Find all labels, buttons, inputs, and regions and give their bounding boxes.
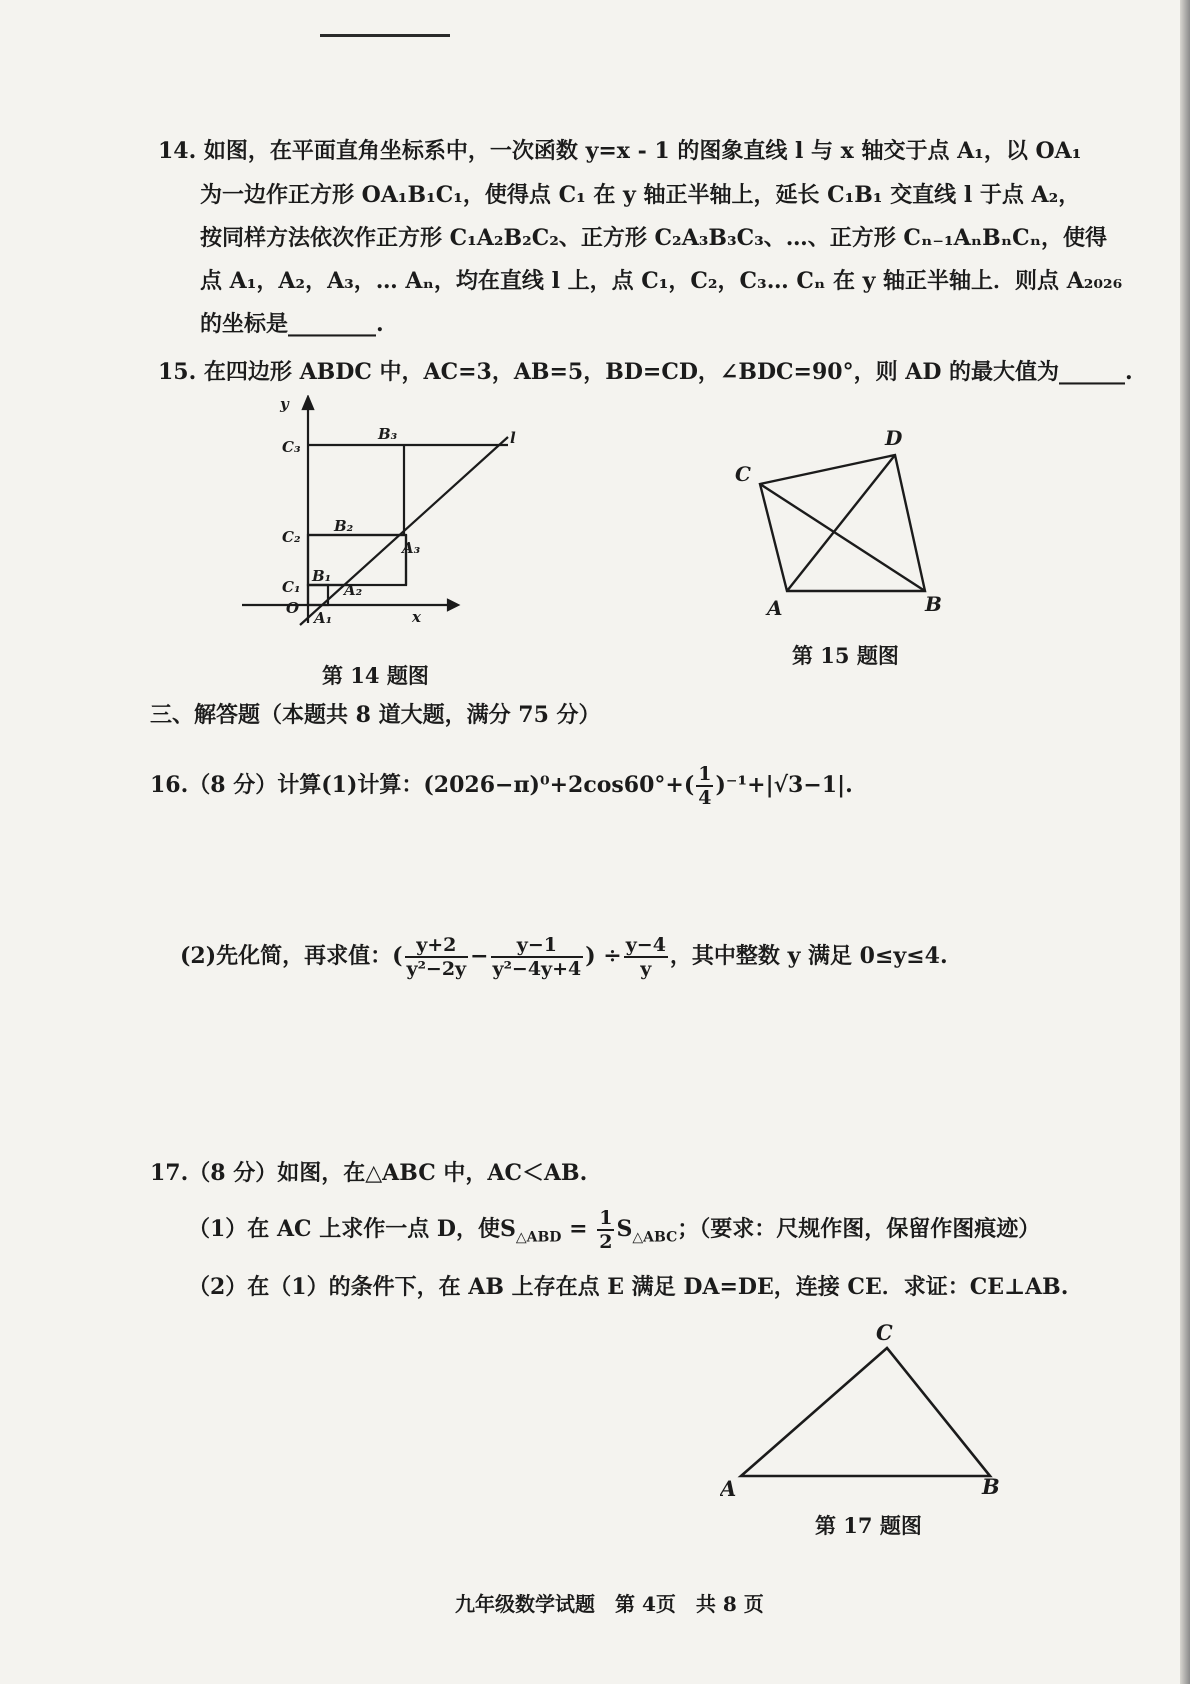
- label-A3: A₃: [402, 539, 421, 557]
- q16-part2-frac1-num: y+2: [405, 934, 469, 958]
- q16-part1-prefix: 16.（8 分）计算(1)计算：(2026−π)⁰+2cos60°+(: [150, 772, 695, 798]
- y-axis-arrow: [303, 397, 313, 409]
- q14-line-4: 点 A₁，A₂，A₃，… Aₙ，均在直线 l 上，点 C₁，C₂，C₃… Cₙ 在 y 轴正半轴上．则点 A₂₀₂₆: [200, 268, 1123, 294]
- q16-part2-fraction-1: [405, 934, 469, 980]
- section-3-title: 三、解答题（本题共 8 道大题，满分 75 分）: [150, 702, 601, 728]
- q16-part1-frac-den: 4: [698, 787, 712, 809]
- q17-part1-frac-den: 2: [599, 1231, 613, 1253]
- q14-line-1: 14. 如图，在平面直角坐标系中，一次函数 y=x - 1 的图象直线 l 与 x 轴交于点 A₁，以 OA₁: [158, 138, 1082, 164]
- q17-part1: [188, 1205, 1040, 1261]
- q15-figure-caption: 第 15 题图: [792, 643, 899, 668]
- q16-part1-suffix: )⁻¹+|√3−1|.: [715, 772, 853, 798]
- q15-figure: [725, 425, 965, 625]
- q17-figure-caption: 第 17 题图: [815, 1513, 922, 1538]
- label-A2: A₂: [344, 581, 363, 599]
- triangle-ABC: [741, 1348, 990, 1476]
- page-edge-shadow: [1180, 0, 1190, 1684]
- label-A1: A₁: [314, 609, 333, 627]
- label-O: O: [286, 599, 300, 617]
- label-D: D: [885, 426, 903, 450]
- q16-part1-frac-num: 1: [698, 763, 712, 785]
- q16-part2-fraction-3: [624, 934, 668, 980]
- label-A: A: [767, 596, 783, 620]
- q14-figure-caption: 第 14 题图: [322, 663, 429, 688]
- q16-part2-prefix: (2)先化简，再求值：(: [180, 943, 403, 969]
- label-C3: C₃: [282, 438, 301, 456]
- q16-part2-frac3-num: y−4: [625, 934, 666, 956]
- label-C: C: [735, 462, 751, 486]
- q15-text: 15. 在四边形 ABDC 中，AC=3，AB=5，BD=CD，∠BDC=90°，则 AD 的最大值为______.: [158, 359, 1133, 385]
- q16-part2-minus: −: [470, 943, 489, 969]
- q16-part2: [180, 928, 948, 984]
- q16-part2-div: ) ÷: [585, 943, 622, 969]
- q16-part2-frac2-num: y−1: [491, 934, 584, 958]
- q16-part2-suffix: ，其中整数 y 满足 0≤y≤4.: [669, 943, 948, 969]
- q17-part1-prefix: （1）在 AC 上求作一点 D，使S: [188, 1216, 516, 1242]
- page-footer: 九年级数学试题 第 4页 共 8 页: [455, 1592, 764, 1616]
- q17-title: 17.（8 分）如图，在△ABC 中，AC＜AB.: [150, 1160, 588, 1186]
- q14-line-2: 为一边作正方形 OA₁B₁C₁，使得点 C₁ 在 y 轴正半轴上，延长 C₁B₁ 交直线 l 于点 A₂，: [200, 182, 1081, 208]
- q17-part1-suffix: ；（要求：尺规作图，保留作图痕迹）: [677, 1216, 1041, 1242]
- label-y: y: [280, 395, 289, 413]
- label-B2: B₂: [334, 517, 354, 535]
- label-C: C: [876, 1320, 893, 1345]
- q16-part2-frac1-den: y²−2y: [406, 958, 467, 980]
- label-A: A: [720, 1476, 737, 1498]
- q16-part1: [150, 760, 853, 810]
- label-B3: B₃: [378, 425, 398, 443]
- label-C1: C₁: [282, 578, 301, 596]
- label-x: x: [412, 608, 421, 626]
- q17-part1-frac-num: 1: [599, 1207, 613, 1229]
- q17-part1-sub1: △ABD: [515, 1229, 562, 1246]
- diagonal-CB: [760, 484, 925, 591]
- q17-part1-sub2: △ABC: [632, 1229, 678, 1246]
- top-edge-mark: [320, 34, 450, 37]
- label-B: B: [925, 592, 942, 616]
- label-C2: C₂: [282, 528, 301, 546]
- q16-part1-fraction: [696, 763, 713, 809]
- label-B1: B₁: [312, 567, 332, 585]
- q14-line-5: 的坐标是________.: [200, 311, 384, 337]
- q14-figure: [230, 395, 540, 635]
- label-B: B: [982, 1474, 1000, 1498]
- label-l: l: [510, 429, 516, 447]
- q16-part2-fraction-2: [491, 934, 584, 980]
- q17-part2: （2）在（1）的条件下，在 AB 上存在点 E 满足 DA=DE，连接 CE．求证：CE⊥AB.: [188, 1274, 1069, 1300]
- q16-part2-frac3-den: y: [640, 958, 652, 980]
- q17-part1-fraction: [597, 1207, 614, 1253]
- q17-figure: [720, 1318, 1000, 1498]
- q16-part2-frac2-den: y²−4y+4: [492, 958, 582, 980]
- q17-part1-eq: =: [561, 1216, 596, 1242]
- q17-part1-mid: S: [616, 1216, 633, 1242]
- q14-line-3: 按同样方法依次作正方形 C₁A₂B₂C₂、正方形 C₂A₃B₃C₃、…、正方形 Cₙ₋₁AₙBₙCₙ，使得: [200, 225, 1108, 251]
- x-axis-arrow: [448, 600, 458, 610]
